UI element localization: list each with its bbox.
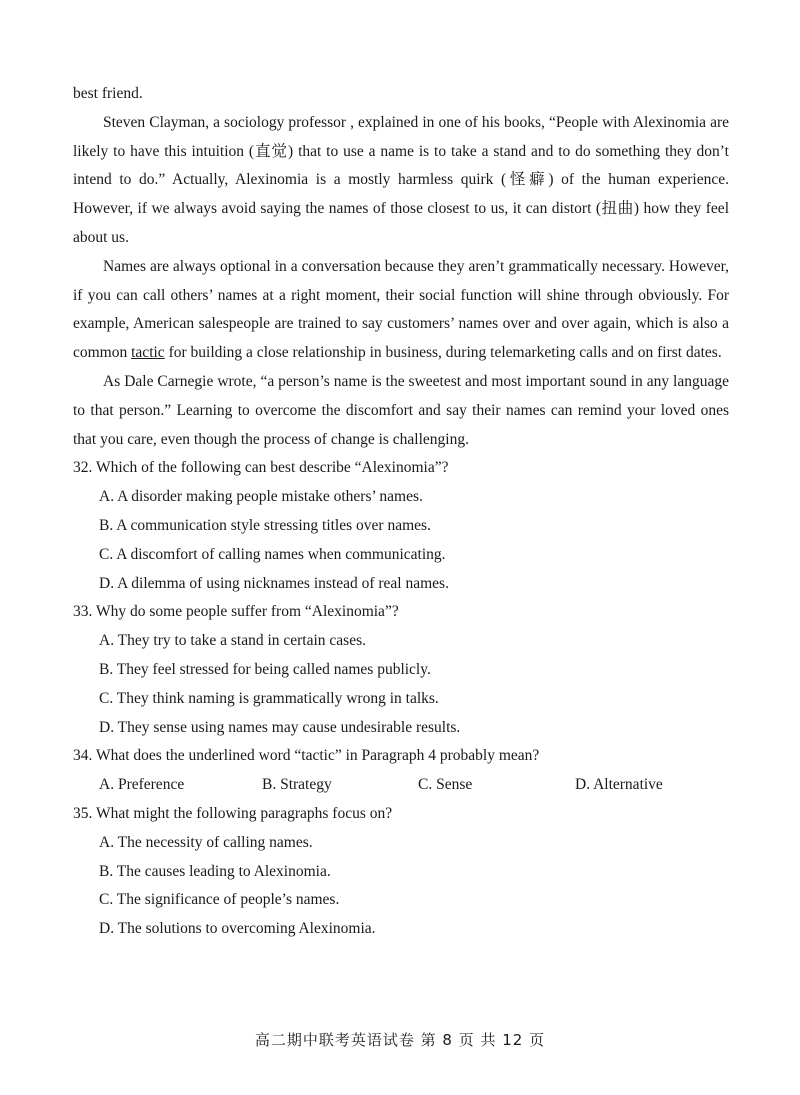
option-a: A. They try to take a stand in certain cases. bbox=[99, 632, 366, 650]
option-b: B. The causes leading to Alexinomia. bbox=[99, 862, 331, 880]
option-a: A. The necessity of calling names. bbox=[99, 833, 313, 851]
question-34 bbox=[73, 742, 729, 800]
option-c: C. The significance of people’s names. bbox=[99, 891, 340, 909]
question-35 bbox=[73, 800, 729, 944]
passage-paragraph-1-end: best friend. bbox=[73, 85, 143, 102]
option-d: D. They sense using names may cause undesirable results. bbox=[99, 718, 461, 736]
question-33 bbox=[73, 598, 729, 742]
option-c: C. A discomfort of calling names when communicating. bbox=[99, 545, 446, 563]
paragraph-3-text-before: Names are always optional in a conversation because they aren’t grammatically necessary. However, if you can call others’ names at a right moment, their social function will shine through obviously. For example, American salespeople are trained to say customers’ names over and over again, which is also a common bbox=[73, 257, 729, 362]
question-stem: 34. What does the underlined word “tactic” in Paragraph 4 probably mean? bbox=[73, 747, 540, 765]
option-c: C. Sense bbox=[418, 776, 473, 794]
underlined-word-tactic: tactic bbox=[131, 344, 165, 362]
option-b: B. Strategy bbox=[262, 776, 332, 794]
option-b: B. A communication style stressing titles over names. bbox=[99, 516, 431, 534]
option-a: A. A disorder making people mistake others’ names. bbox=[99, 488, 423, 506]
option-a: A. Preference bbox=[99, 776, 185, 794]
option-b: B. They feel stressed for being called names publicly. bbox=[99, 660, 431, 678]
page-footer: 高二期中联考英语试卷 第 8 页 共 12 页 bbox=[254, 1031, 546, 1049]
option-d: D. Alternative bbox=[575, 776, 663, 794]
option-c: C. They think naming is grammatically wrong in talks. bbox=[99, 689, 439, 707]
question-stem: 32. Which of the following can best describe “Alexinomia”? bbox=[73, 459, 449, 477]
paragraph-3-text-after: for building a close relationship in business, during telemarketing calls and on first dates. bbox=[164, 344, 722, 362]
exam-page bbox=[73, 80, 729, 944]
question-stem: 33. Why do some people suffer from “Alexinomia”? bbox=[73, 603, 399, 621]
option-d: D. The solutions to overcoming Alexinomia. bbox=[99, 920, 376, 938]
passage-paragraph-2: Steven Clayman, a sociology professor , explained in one of his books, “People with Alexinomia are likely to have this intuition (直觉) that to use a name is to take a stand and to do something they don’t intend to do.” Actually, Alexinomia is a mostly harmless quirk (怪癖) of the human experience. However, if we always avoid saying the names of those closest to us, it can distort (扭曲) how they feel about us. bbox=[73, 113, 729, 246]
question-stem: 35. What might the following paragraphs focus on? bbox=[73, 804, 393, 822]
question-32 bbox=[73, 454, 729, 598]
options-row bbox=[99, 771, 729, 800]
passage-paragraph-4: As Dale Carnegie wrote, “a person’s name is the sweetest and most important sound in any language to that person.” Learning to overcome the discomfort and say their names can remind your loved ones that you care, even though the process of change is challenging. bbox=[73, 372, 729, 448]
passage-paragraph-3 bbox=[73, 253, 729, 368]
option-d: D. A dilemma of using nicknames instead of real names. bbox=[99, 574, 449, 592]
